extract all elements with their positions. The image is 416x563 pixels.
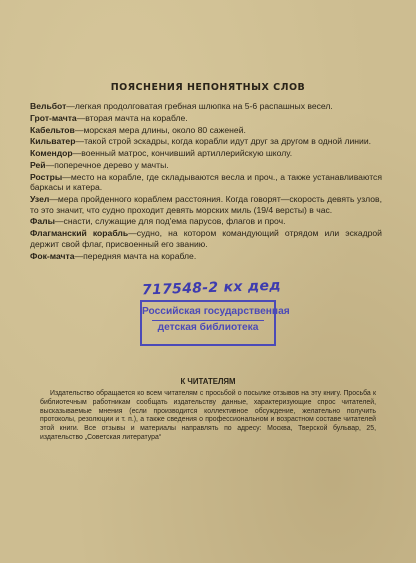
glossary-definition: —снасти, служащие для под'ема парусов, флагов и проч.: [54, 216, 286, 227]
glossary-entry: [30, 228, 382, 249]
glossary-term: Грот-мачта: [30, 112, 77, 123]
glossary-term: Комендор: [30, 148, 73, 159]
glossary-term: Рей: [30, 159, 46, 170]
glossary-definition: —морская мера длины, около 80 саженей.: [74, 124, 246, 135]
glossary-entry: [30, 216, 382, 227]
glossary-entry: [30, 160, 382, 171]
library-stamp: [140, 300, 290, 346]
inventory-number-handwritten: 717548-2 кх дед: [141, 277, 282, 299]
glossary-entry: [30, 136, 382, 147]
glossary-entry: [30, 125, 382, 136]
readers-title: К ЧИТАТЕЛЯМ: [180, 377, 236, 386]
glossary-definition: —военный матрос, кончивший артиллерийскую школу.: [72, 148, 293, 159]
readers-paragraph: Издательство обращается ко всем читателям с просьбой о посылке отзывов на эту книгу. Просьба к библиотечным работникам сообщать издательству данные, характеризующие спрос читателей, высказываемые мнения (если производится коллективное обсуждение, желательно получить протоколы, резолюции и т. п.), а также сведения о профессиональном и возрастном составе читателей этой книги. Все отзывы и материалы направлять по адресу: Москва, Тверской бульвар, 25, издательство „Советская литература“: [40, 390, 376, 441]
glossary-term: Узел: [30, 194, 50, 205]
glossary-term: Фок-мачта: [30, 250, 75, 261]
glossary-term: Флагманский корабль: [30, 228, 129, 239]
glossary-term: Вельбот: [30, 101, 67, 111]
glossary-definition: —место на корабле, где складываются весла и проч., а также устанавливаются баркасы и катера.: [30, 171, 382, 193]
glossary-term: Кабельтов: [30, 124, 75, 135]
glossary-list: [30, 101, 382, 262]
glossary-entry: [30, 194, 382, 215]
glossary-term: Ростры: [30, 171, 63, 182]
glossary-entry: [30, 251, 382, 262]
glossary-definition: —такой строй эскадры, когда корабли идут друг за другом в одной линии.: [75, 136, 372, 147]
glossary-term: Кильватер: [30, 136, 76, 147]
glossary-title: ПОЯСНЕНИЯ НЕПОНЯТНЫХ СЛОВ: [110, 82, 306, 93]
glossary-entry: [30, 113, 382, 124]
stamp-line-2: детская библиотека: [157, 322, 259, 333]
stamp-line-1: Российская государственная: [142, 306, 290, 317]
glossary-definition: —передняя мачта на корабле.: [74, 250, 197, 261]
glossary-entry: [30, 148, 382, 159]
glossary-definition: —судно, на котором командующий отрядом или эскадрой держит свой флаг, присвоенный его званию.: [30, 228, 382, 249]
glossary-term: Фалы: [30, 216, 55, 227]
glossary-definition: —мера пройденного кораблем расстояния. Когда говорят—скорость девять узлов, то это значит, что судно проходит девять морских миль (19/4 версты) в час.: [30, 194, 382, 215]
glossary-entry: [30, 101, 382, 112]
glossary-definition: —поперечное дерево у мачты.: [45, 159, 169, 170]
glossary-definition: —легкая продолговатая гребная шлюпка на 5-6 распашных весел.: [66, 101, 333, 111]
glossary-definition: —вторая мачта на корабле.: [76, 112, 188, 123]
glossary-entry: [30, 172, 382, 193]
